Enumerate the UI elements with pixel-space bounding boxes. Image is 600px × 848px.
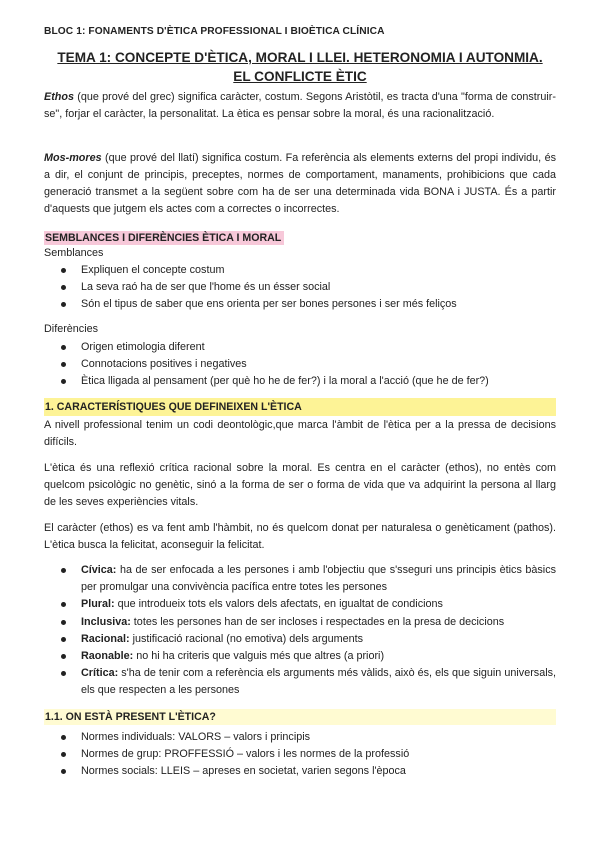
caracteristica-term: Raonable:: [81, 650, 134, 663]
bullet-icon: [61, 362, 66, 367]
bullet-icon: [61, 769, 66, 774]
section-semblances-heading-wrap: [44, 228, 556, 246]
section-on-esta-heading-wrap: [44, 709, 556, 725]
diferencies-item-text: Connotacions positives i negatives: [81, 358, 247, 371]
caracteristica-text: ha de ser enfocada a les persones i amb l'objectiu que s'sseguri uns principis ètics bàsics per promulgar una convivència pacífica entre totes les persones: [81, 564, 556, 594]
bloc-header: BLOC 1: FONAMENTS D'ÈTICA PROFESSIONAL I BIOÈTICA CLÍNICA: [44, 26, 385, 37]
semblances-item-text: Són el tipus de saber que ens orienta per ser bones persones i ser més feliços: [81, 298, 457, 311]
bullet-icon: [61, 285, 66, 290]
bullet-icon: [61, 637, 66, 642]
on-esta-item: [44, 729, 556, 746]
on-esta-item: [44, 763, 556, 780]
bullet-icon: [61, 735, 66, 740]
caracteristica-term: Crítica:: [81, 667, 119, 680]
section-semblances-heading: SEMBLANCES I DIFERÈNCIES ÈTICA I MORAL: [44, 231, 284, 245]
bullet-icon: [61, 379, 66, 384]
bullet-icon: [61, 268, 66, 273]
bullet-icon: [61, 568, 66, 573]
ethos-term: Ethos: [44, 91, 74, 103]
on-esta-item-text: Normes individuals: VALORS – valors i principis: [81, 731, 311, 743]
section-caracteristiques-heading: 1. CARACTERÍSTIQUES QUE DEFINEIXEN L'ÈTICA: [44, 398, 556, 416]
page-title: [40, 48, 560, 86]
bullet-icon: [61, 345, 66, 350]
mos-text: (que prové del llatí) significa costum. Fa referència als elements externs del propi individu, és a dir, el conjunt de principis, preceptes, normes de comportament, manaments, prohibicions que cada generació transmet a la següent sobre com ha de ser una determinada vida BONA i JUSTA. És a partir d'aquests que jutgem els actes com a correctes o incorrectes.: [44, 152, 556, 215]
mos-term: Mos-mores: [44, 152, 102, 164]
title-line-2: EL CONFLICTE ÈTIC: [233, 69, 367, 84]
caracteristiques-list: [44, 562, 556, 700]
caracteristica-item: [44, 614, 556, 631]
semblances-item-text: La seva raó ha de ser que l'home és un ésser social: [81, 281, 331, 294]
diferencies-item: [44, 356, 556, 373]
bullet-icon: [61, 302, 66, 307]
ethos-paragraph: [44, 89, 556, 123]
caracteristica-item: [44, 596, 556, 613]
diferencies-item-text: Ètica lligada al pensament (per què ho he de fer?) i la moral a l'acció (que he de fer?): [81, 375, 489, 388]
semblances-list: [44, 262, 556, 314]
caracteristica-term: Plural:: [81, 598, 115, 611]
on-esta-item: [44, 746, 556, 763]
mos-paragraph: [44, 150, 556, 218]
on-esta-item-text: Normes de grup: PROFFESSIÓ – valors i les normes de la professió: [81, 748, 410, 761]
caracteristica-item: [44, 562, 556, 596]
paragraph-deontologic: A nivell professional tenim un codi deontològic,que marca l'àmbit de l'ètica per a la pressa de decisions difícils.: [44, 419, 556, 448]
section-on-esta-heading: 1.1. ON ESTÀ PRESENT L'ÈTICA?: [44, 709, 556, 725]
caracteristica-text: s'ha de tenir com a referència els arguments més vàlids, això és, els que siguin universals, els que respecten a les persones: [81, 667, 556, 697]
diferencies-item: [44, 339, 556, 356]
on-esta-list: [44, 729, 556, 781]
caracteristica-term: Racional:: [81, 632, 130, 645]
caracteristica-item: [44, 648, 556, 665]
semblances-item-text: Expliquen el concepte costum: [81, 264, 225, 276]
semblances-item: [44, 296, 556, 313]
diferencies-item: [44, 373, 556, 390]
caracteristica-term: Inclusiva:: [81, 615, 131, 628]
paragraph-reflexio: L'ètica és una reflexió crítica racional sobre la moral. Es centra en el caràcter (ethos), no entès com quelcom psicològic no genètic, sinó a la forma de ser o forma de vida que va adquirint la persona al llarg de les seves experiències vitals.: [44, 462, 556, 508]
caracteristica-item: [44, 665, 556, 699]
caracteristica-text: totes les persones han de ser incloses i respectades en la presa de decicions: [130, 615, 505, 628]
bullet-icon: [61, 752, 66, 757]
ethos-text: (que prové del grec) significa caràcter, costum. Segons Aristòtil, es tracta d'una "forma de construir-se", forjar el caràcter, la personalitat. La ètica es pensar sobre la moral, és una racionalització.: [44, 91, 556, 120]
on-esta-item-text: Normes socials: LLEIS – apreses en societat, varien segons l'època: [81, 765, 406, 778]
paragraph-caracter: El caràcter (ethos) es va fent amb l'hàmbit, no és quelcom donat per naturalesa o genèticament (pathos). L'ètica busca la felicitat, aconseguir la felicitat.: [44, 522, 556, 551]
caracteristica-text: no hi ha criteris que valguis més que altres (a priori): [133, 650, 385, 663]
bullet-icon: [61, 671, 66, 676]
caracteristica-term: Cívica:: [81, 564, 117, 576]
diferencies-list: [44, 339, 556, 391]
semblances-item: [44, 279, 556, 296]
caracteristica-text: que introdueix tots els valors dels afectats, en igualtat de condicions: [114, 598, 443, 611]
bullet-icon: [61, 602, 66, 607]
section-caracteristiques-heading-wrap: [44, 398, 556, 416]
caracteristica-text: justificació racional (no emotiva) dels arguments: [129, 632, 364, 645]
diferencies-label: Diferències: [44, 323, 99, 335]
semblances-item: [44, 262, 556, 279]
caracteristica-item: [44, 631, 556, 648]
bullet-icon: [61, 654, 66, 659]
semblances-label: Semblances: [44, 247, 104, 259]
title-line-1: TEMA 1: CONCEPTE D'ÈTICA, MORAL I LLEI. HETERONOMIA I AUTONMIA.: [57, 50, 543, 65]
diferencies-item-text: Origen etimologia diferent: [81, 341, 205, 353]
bullet-icon: [61, 620, 66, 625]
